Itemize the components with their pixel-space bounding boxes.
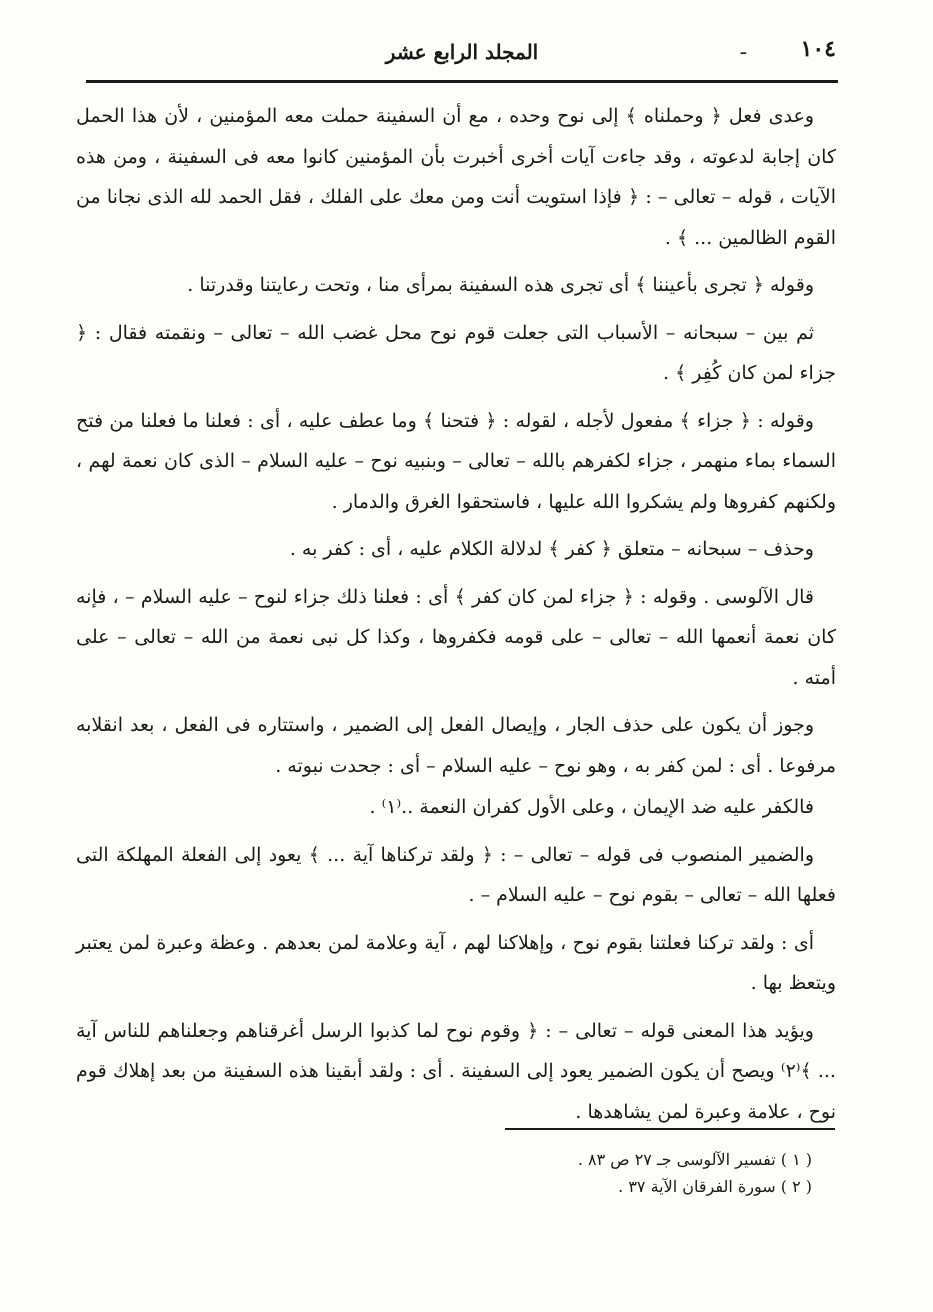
paragraph: وقوله ﴿ تجرى بأعيننا ﴾ أى تجرى هذه السفينة بمرأى منا ، وتحت رعايتنا وقدرتنا .	[187, 274, 814, 296]
paragraph: وجوز أن يكون على حذف الجار ، وإيصال الفعل إلى الضمير ، واستتاره فى الفعل ، بعد انقلابه مرفوعا . أى : لمن كفر به ، وهو نوح – عليه السلام – أى : جحدت نبوته .	[76, 714, 836, 777]
paragraph: وعدى فعل ﴿ وحملناه ﴾ إلى نوح وحده ، مع أن السفينة حملت معه المؤمنين ، لأن هذا الحمل كان إجابة لدعوته ، وقد جاءت آيات أخرى أخبرت بأن المؤمنين كانوا معه فى السفينة ، ومن هذه الآيات ، قوله – تعالى – : ﴿ فإذا استويت أنت ومن معك على الفلك ، فقل الحمد لله الذى نجانا من القوم الظالمين ... ﴾ .	[76, 105, 836, 249]
paragraph: فالكفر عليه ضد الإيمان ، وعلى الأول كفران النعمة ..⁽١⁾ .	[369, 796, 814, 818]
footnote-rule	[505, 1128, 835, 1130]
paragraph: والضمير المنصوب فى قوله – تعالى – : ﴿ ولقد تركناها آية ... ﴾ يعود إلى الفعلة المهلكة التى فعلها الله – تعالى – بقوم نوح – عليه السلام – .	[76, 843, 836, 906]
paragraph: قال الآلوسى . وقوله : ﴿ جزاء لمن كان كفر ﴾ أى : فعلنا ذلك جزاء لنوح – عليه السلام – ، فإنه كان نعمة أنعمها الله – تعالى – على قومه فكفروها ، وكذا كل نبى نعمة من الله – تعالى – على أمته .	[76, 585, 836, 689]
page-header	[88, 36, 836, 76]
body-text	[76, 96, 836, 1139]
page-number: ١٠٤	[800, 36, 836, 62]
paragraph: وقوله : ﴿ جزاء ﴾ مفعول لأجله ، لقوله : ﴿ فتحنا ﴾ وما عطف عليه ، أى : فعلنا ما فعلنا من فتح السماء بماء منهمر ، جزاء لكفرهم بالله – تعالى – وبنبيه نوح – عليه السلام – الذى كان نعمة لهم ، ولكنهم كفروها ولم يشكروا الله عليها ، فاستحقوا الغرق والدمار .	[76, 409, 836, 513]
header-rule	[86, 80, 838, 83]
paragraph: وحذف – سبحانه – متعلق ﴿ كفر ﴾ لدلالة الكلام عليه ، أى : كفر به .	[289, 538, 814, 560]
footnotes	[420, 1146, 812, 1200]
running-head: المجلد الرابع عشر	[385, 40, 539, 64]
header-mark: ـ	[740, 38, 746, 59]
footnote: ( ١ ) تفسير الآلوسى جـ ٢٧ ص ٨٣ .	[577, 1150, 812, 1169]
paragraph: ويؤيد هذا المعنى قوله – تعالى – : ﴿ وقوم نوح لما كذبوا الرسل أغرقناهم وجعلناهم للناس آية ... ﴾⁽٢⁾ ويصح أن يكون الضمير يعود إلى السفينة . أى : ولقد أبقينا هذه السفينة من بعد إهلاك قوم نوح ، علامة وعبرة لمن يشاهدها .	[76, 1019, 836, 1123]
paragraph: ثم بين – سبحانه – الأسباب التى جعلت قوم نوح محل غضب الله – تعالى – ونقمته فقال : ﴿ جزاء لمن كان كُفِر ﴾ .	[76, 321, 836, 384]
paragraph: أى : ولقد تركنا فعلتنا بقوم نوح ، وإهلاكنا لهم ، آية وعلامة لمن بعدهم . وعظة وعبرة لمن يعتبر ويتعظ بها .	[76, 931, 836, 994]
footnote: ( ٢ ) سورة الفرقان الآية ٣٧ .	[618, 1177, 812, 1196]
